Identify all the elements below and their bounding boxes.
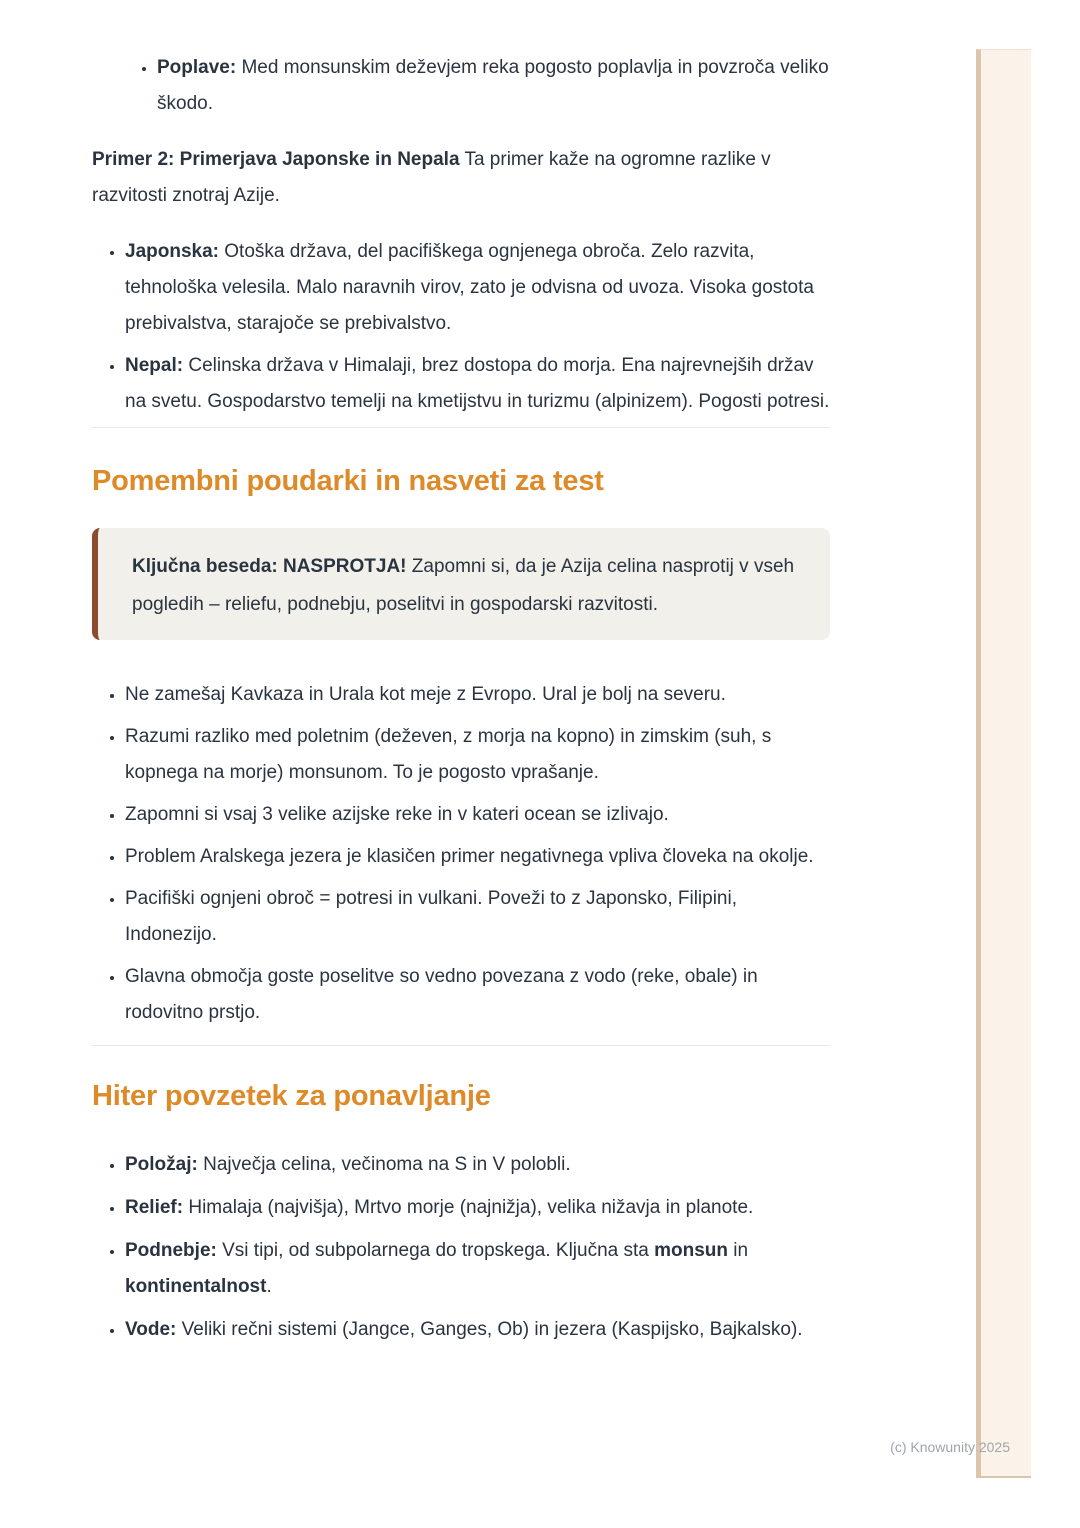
text-run: Zapomni si, da je Azija celina nasprotij v vseh pogledih – reliefu, podnebju, poselitvi in gospodarski razvitosti. bbox=[132, 556, 795, 615]
list-item bbox=[125, 719, 830, 791]
text-run: . bbox=[266, 1276, 272, 1297]
bold-text: Položaj: bbox=[125, 1154, 198, 1175]
bold-text: Vode: bbox=[125, 1319, 177, 1340]
summary-bullet-list bbox=[92, 1147, 830, 1348]
bold-text: Podnebje: bbox=[125, 1240, 217, 1261]
bold-text: Ključna beseda: NASPROTJA! bbox=[132, 556, 407, 577]
key-callout bbox=[92, 528, 830, 640]
text-run: Pacifiški ognjeni obroč = potresi in vulkani. Poveži to z Japonsko, Filipini, Indonezijo. bbox=[125, 888, 737, 945]
text-run: Glavna območja goste poselitve so vedno povezana z vodo (reke, obale) in rodovitno prstjo. bbox=[125, 966, 758, 1023]
list-item bbox=[125, 881, 830, 953]
example-paragraph bbox=[92, 142, 830, 214]
country-bullet-list bbox=[92, 234, 830, 420]
text-run: Veliki rečni sistemi (Jangce, Ganges, Ob) in jezera (Kaspijsko, Bajkalsko). bbox=[176, 1319, 803, 1340]
list-item bbox=[157, 50, 830, 122]
list-item bbox=[125, 959, 830, 1031]
text-run: Problem Aralskega jezera je klasičen primer negativnega vpliva človeka na okolje. bbox=[125, 846, 814, 867]
copyright-footer: (c) Knowunity 2025 bbox=[890, 1439, 1010, 1455]
bold-text: Primer 2: Primerjava Japonske in Nepala bbox=[92, 149, 460, 170]
bold-text: Japonska: bbox=[125, 241, 219, 262]
bold-text: kontinentalnost bbox=[125, 1276, 267, 1297]
text-run: Med monsunskim deževjem reka pogosto poplavlja in povzroča veliko škodo. bbox=[157, 57, 829, 114]
text-run: Največja celina, večinoma na S in V polobli. bbox=[197, 1154, 571, 1175]
text-run: Himalaja (najvišja), Mrtvo morje (najnižja), velika nižavja in planote. bbox=[183, 1197, 754, 1218]
document-content bbox=[92, 0, 830, 1348]
list-item bbox=[125, 797, 830, 833]
section-divider bbox=[92, 427, 830, 428]
summary-heading: Hiter povzetek za ponavljanje bbox=[92, 1080, 491, 1112]
text-run: Otoška država, del pacifiškega ognjenega obroča. Zelo razvita, tehnološka velesila. Malo naravnih virov, zato je odvisna od uvoza. Visoka gostota prebivalstva, starajoče se prebivalstvo. bbox=[125, 241, 814, 334]
list-item bbox=[125, 1312, 830, 1348]
text-run: Ta primer kaže na ogromne razlike v razvitosti znotraj Azije. bbox=[92, 149, 771, 206]
bold-text: Nepal: bbox=[125, 355, 184, 376]
tips-bullet-list bbox=[92, 677, 830, 1031]
list-item bbox=[125, 1147, 830, 1183]
text-run: in bbox=[728, 1240, 749, 1261]
list-item bbox=[125, 234, 830, 342]
next-page-edge bbox=[976, 49, 1031, 1478]
list-item bbox=[125, 839, 830, 875]
section-divider bbox=[92, 1045, 830, 1046]
bold-text: monsun bbox=[654, 1240, 729, 1261]
bold-text: Relief: bbox=[125, 1197, 184, 1218]
text-run: Ne zamešaj Kavkaza in Urala kot meje z Evropo. Ural je bolj na severu. bbox=[125, 684, 726, 705]
list-item bbox=[125, 1233, 830, 1305]
text-run: Zapomni si vsaj 3 velike azijske reke in v kateri ocean se izlivajo. bbox=[125, 804, 669, 825]
highlights-heading: Pomembni poudarki in nasveti za test bbox=[92, 465, 604, 497]
text-run: Razumi razliko med poletnim (deževen, z morja na kopno) in zimskim (suh, s kopnega na morje) monsunom. To je pogosto vprašanje. bbox=[125, 726, 772, 783]
text-run: Celinska država v Himalaji, brez dostopa do morja. Ena najrevnejših držav na svetu. Gospodarstvo temelji na kmetijstvu in turizmu (alpinizem). Pogosti potresi. bbox=[125, 355, 830, 412]
flood-bullet-list bbox=[92, 50, 830, 122]
list-item bbox=[125, 348, 830, 420]
list-item bbox=[125, 677, 830, 713]
text-run: Vsi tipi, od subpolarnega do tropskega. Ključna sta bbox=[216, 1240, 655, 1261]
bold-text: Poplave: bbox=[157, 57, 237, 78]
list-item bbox=[125, 1190, 830, 1226]
